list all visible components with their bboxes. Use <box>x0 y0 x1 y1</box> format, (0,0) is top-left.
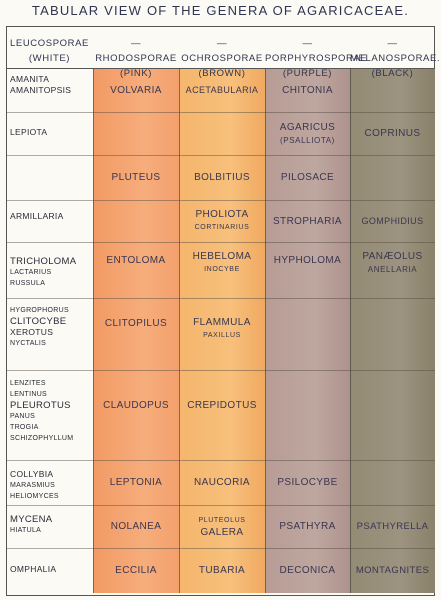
white-genus-lentinus: LENTINUS <box>10 391 48 398</box>
header-melanosporae-name: — MELANOSPORAE. <box>350 38 441 64</box>
purple-genus-stropharia: STROPHARIA <box>272 215 342 227</box>
white-row-10 <box>10 564 92 575</box>
white-row-9 <box>10 514 92 536</box>
purple-genus-agaricus: AGARICUS <box>279 121 336 133</box>
black-genus-psathyrella: PSATHYRELLA <box>356 521 429 532</box>
header-rhodosporae-name: — RHODOSPORAE <box>95 38 177 64</box>
pink-genus-pluteus: PLUTEUS <box>111 172 161 183</box>
brown-row-5 <box>179 242 265 284</box>
brown-genus-inocybe: INOCYBE <box>204 266 240 273</box>
white-row-4 <box>10 211 92 222</box>
header-ochrosporae-name: — OCHROSPORAE <box>181 38 263 64</box>
white-genus-hiatula: HIATULA <box>10 527 42 534</box>
brown-genus-paxillus: PAXILLUS <box>203 332 241 339</box>
pink-genus-clitopilus: CLITOPILUS <box>104 317 168 329</box>
pink-genus-claudopus: CLAUDOPUS <box>103 399 169 411</box>
black-genus-coprinus: COPRINUS <box>364 128 421 139</box>
brown-row-9 <box>179 505 265 548</box>
white-genus-nyctalis: NYCTALIS <box>10 340 47 347</box>
header-leucosporae-name: LEUCOSPORAE <box>10 38 89 49</box>
header-porphyrosporae-name: — PORPHYROSPORAE <box>265 38 368 64</box>
white-row-5 <box>10 256 92 289</box>
white-genus-panus: PANUS <box>10 413 36 420</box>
black-row-5 <box>350 242 435 284</box>
white-genus-collybia: COLLYBIA <box>10 469 54 479</box>
white-genus-schizophyllum: SCHIZOPHYLLUM <box>10 435 74 442</box>
brown-genus-tubaria: TUBARIA <box>198 565 246 576</box>
white-genus-clitocybe: CLITOCYBE <box>10 316 67 327</box>
white-row-2 <box>10 127 92 138</box>
purple-genus-psilocybe: PSILOCYBE <box>277 477 338 488</box>
white-genus-tricholoma: TRICHOLOMA <box>10 256 77 267</box>
brown-genus-acetabularia: ACETABULARIA <box>185 84 259 95</box>
header-melanosporae-colour: (BLACK) <box>371 68 414 79</box>
black-genus-anellaria: ANELLARIA <box>367 265 418 274</box>
white-genus-lenzites: LENZITES <box>10 380 46 387</box>
brown-genus-crepidotus: CREPIDOTUS <box>187 399 257 411</box>
purple-genus-pilosace: PILOSACE <box>280 172 335 183</box>
white-row-6 <box>10 305 92 349</box>
header-melanosporae <box>350 36 441 81</box>
white-genus-amanita: AMANITA <box>10 74 50 84</box>
brown-row-4 <box>179 200 265 242</box>
black-genus-montagnites: MONTAGNITES <box>355 565 430 576</box>
purple-genus-hypholoma: HYPHOLOMA <box>273 254 342 266</box>
brown-genus-bolbitius: BOLBITIUS <box>194 172 250 183</box>
white-genus-omphalia: OMPHALIA <box>10 564 57 574</box>
white-row-8 <box>10 469 92 502</box>
header-leucosporae-colour: (WHITE) <box>28 53 71 64</box>
black-genus-gomphidius: GOMPHIDIUS <box>361 215 424 226</box>
white-genus-lepiota: LEPIOTA <box>10 127 48 137</box>
white-genus-heliomyces: HELIOMYCES <box>10 493 59 500</box>
purple-genus-deconica: DECONICA <box>279 565 336 576</box>
pink-genus-nolanea: NOLANEA <box>110 521 162 532</box>
pink-genus-entoloma: ENTOLOMA <box>106 254 166 266</box>
brown-row-6 <box>179 298 265 360</box>
white-genus-armillaria: ARMILLARIA <box>10 211 64 221</box>
white-genus-amanitopsis: AMANITOPSIS <box>10 85 72 95</box>
brown-genus-pluteolus: PLUTEOLUS <box>198 517 246 524</box>
header-porphyrosporae-colour: (PURPLE) <box>282 68 333 79</box>
purple-row-2 <box>265 112 350 155</box>
brown-genus-flammula: FLAMMULA <box>193 317 251 328</box>
header-rhodosporae-colour: (PINK) <box>119 68 153 79</box>
white-genus-marasmius: MARASMIUS <box>10 482 56 489</box>
white-row-7 <box>10 378 92 444</box>
white-genus-lactarius: LACTARIUS <box>10 269 52 276</box>
purple-genus-psalliota: (PSALLIOTA) <box>280 135 335 145</box>
pink-genus-leptonia: LEPTONIA <box>109 477 163 488</box>
black-genus-panaeolus: PANÆOLUS <box>362 251 423 262</box>
brown-genus-naucoria: NAUCORIA <box>194 477 250 488</box>
purple-genus-psathyra: PSATHYRA <box>279 521 336 532</box>
purple-genus-chitonia: CHITONIA <box>282 84 333 96</box>
pink-genus-eccilia: ECCILIA <box>115 565 157 576</box>
white-genus-trogia: TROGIA <box>10 424 39 431</box>
brown-genus-pholiota: PHOLIOTA <box>195 209 249 220</box>
white-row-1 <box>10 74 92 96</box>
pink-genus-volvaria: VOLVARIA <box>110 84 162 96</box>
brown-genus-galera: GALERA <box>200 527 244 538</box>
white-genus-xerotus: XEROTUS <box>10 327 54 337</box>
white-genus-mycena: MYCENA <box>10 514 53 525</box>
header-leucosporae <box>6 36 93 66</box>
white-genus-russula: RUSSULA <box>10 280 46 287</box>
header-ochrosporae-colour: (BROWN) <box>198 68 246 79</box>
brown-genus-hebeloma: HEBELOMA <box>192 251 252 262</box>
brown-genus-cortinarius: CORTINARIUS <box>194 224 250 231</box>
white-genus-hygrophorus: HYGROPHORUS <box>10 307 69 314</box>
white-genus-pleurotus: PLEUROTUS <box>10 400 71 411</box>
table-title: TABULAR VIEW OF THE GENERA OF AGARICACEAE. <box>31 3 410 18</box>
